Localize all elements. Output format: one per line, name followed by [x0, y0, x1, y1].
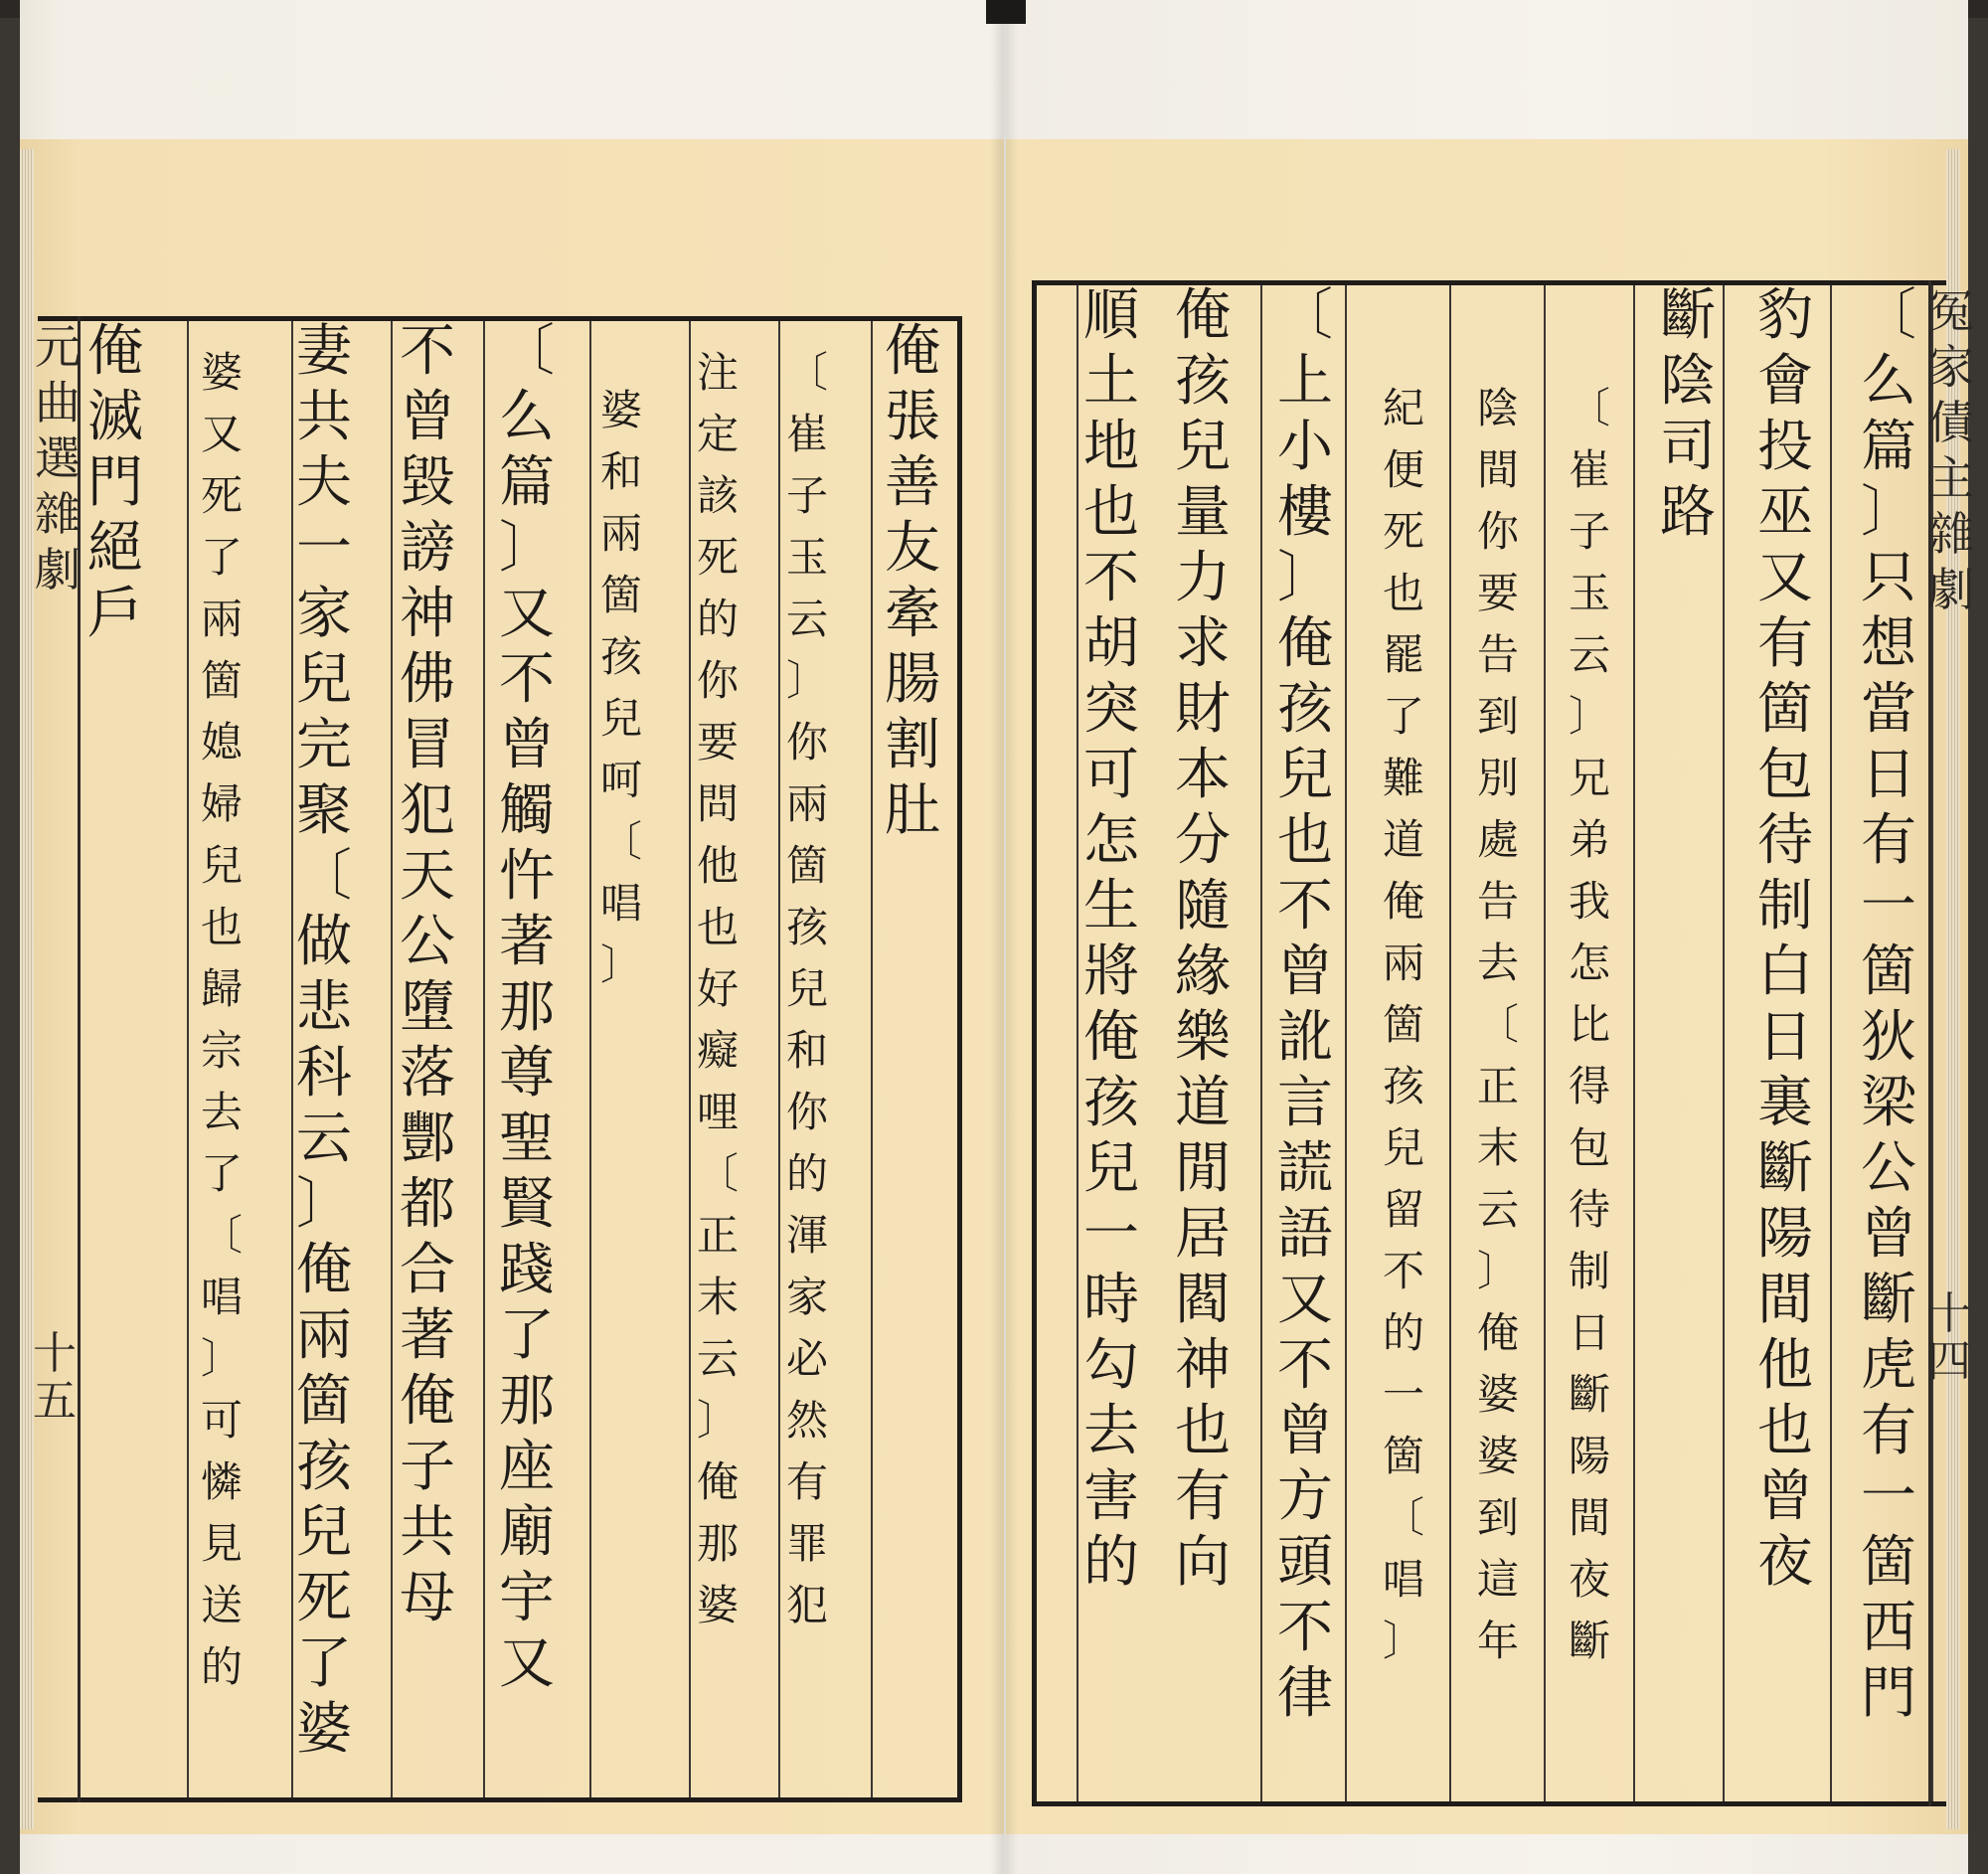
left-col-9: 俺 滅 門 絕 戶 — [87, 319, 143, 646]
left-folio-number: 十 五 — [33, 1328, 77, 1427]
right-folio-number: 十 四 — [1927, 1288, 1971, 1387]
right-col-2: 豹 會 投 巫 又 有 箇 包 待 制 白 日 裏 斷 陽 間 他 也 曾 夜 — [1757, 283, 1813, 1595]
left-col-6: 不 曾 毀 謗 神 佛 冒 犯 天 公 墮 落 酆 都 合 著 俺 子 共 母 — [400, 319, 455, 1630]
right-col-3: 斷 陰 司 路 — [1660, 283, 1716, 545]
right-col-8: 俺 孩 兒 量 力 求 財 本 分 隨 緣 樂 道 閒 居 閻 神 也 有 向 — [1175, 283, 1231, 1595]
left-page-edges — [20, 149, 34, 1829]
left-col-3: 注 定 該 死 的 你 要 問 他 也 好 癡 哩 〔 正 末 云 〕 俺 那 婆 — [696, 348, 739, 1629]
right-col-7: 〔 上 小 樓 〕 俺 孩 兒 也 不 曾 訛 言 謊 語 又 不 曾 方 頭 不 律 — [1277, 283, 1333, 1726]
left-margin-title: 元 曲 選 雜 劇 — [35, 320, 81, 596]
left-col-8: 婆 又 死 了 兩 箇 媳 婦 兒 也 歸 宗 去 了 〔 唱 〕 可 憐 見 送 的 — [200, 348, 243, 1691]
book-spine — [986, 0, 1026, 24]
left-col-1: 俺 張 善 友 牽 腸 割 肚 — [885, 319, 940, 843]
left-col-7: 妻 共 夫 一 家 兒 完 聚 〔 做 悲 科 云 〕 俺 兩 箇 孩 兒 死 了 婆 — [296, 319, 352, 1762]
left-col-5: 〔 么 篇 〕 又 不 曾 觸 忤 著 那 尊 聖 賢 踐 了 那 座 廟 宇 又 — [499, 319, 555, 1696]
left-col-4: 婆 和 兩 箇 孩 兒 呵 〔 唱 〕 — [599, 386, 642, 989]
right-col-1: 〔 么 篇 〕 只 想 當 日 有 一 箇 狄 梁 公 曾 斷 虎 有 一 箇 西 門 — [1861, 283, 1916, 1726]
left-col-2: 〔 崔 子 玉 云 〕 你 兩 箇 孩 兒 和 你 的 渾 家 必 然 有 罪 犯 — [785, 348, 828, 1629]
right-col-4: 〔 崔 子 玉 云 〕 兄 弟 我 怎 比 得 包 待 制 日 斷 陽 間 夜 斷 — [1568, 384, 1610, 1665]
right-margin-title: 冤 家 債 主 雜 劇 — [1928, 284, 1974, 616]
book-gutter — [990, 0, 1018, 1874]
right-col-6: 紀 便 死 也 罷 了 難 道 俺 兩 箇 孩 兒 留 不 的 一 箇 〔 唱 〕 — [1382, 384, 1424, 1665]
right-col-5: 陰 間 你 要 告 到 別 處 告 去 〔 正 末 云 〕 俺 婆 婆 到 這 年 — [1476, 384, 1519, 1665]
right-col-9: 順 土 地 也 不 胡 突 可 怎 生 將 俺 孩 兒 一 時 勾 去 害 的 — [1083, 283, 1139, 1595]
